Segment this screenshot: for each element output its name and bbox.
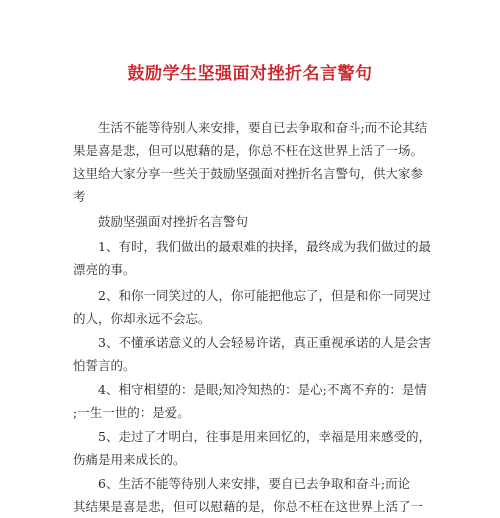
- quote-line: 伤痛是用来成长的。: [73, 452, 186, 467]
- quote-item-6: [73, 472, 435, 518]
- quote-line: 的人，你却永远不会忘。: [73, 311, 211, 326]
- quote-item-2: [73, 284, 435, 330]
- quote-line: ;一生一世的：是爱。: [73, 405, 190, 420]
- intro-line: 生活不能等待别人来安排，要自已去争取和奋斗;而不论其结: [98, 120, 428, 135]
- section-subtitle: [73, 210, 435, 233]
- quote-item-4: [73, 378, 435, 424]
- quote-line: 1、有时，我们做出的最艰难的抉择，最终成为我们做过的最: [98, 239, 431, 254]
- quote-line: 怕誓言的。: [73, 358, 136, 373]
- intro-paragraph: [73, 116, 435, 208]
- quote-line: 4、相守相望的：是眼;知冷知热的：是心;不离不弃的：是情: [98, 382, 427, 397]
- intro-line: 考: [73, 189, 86, 204]
- quote-line: 5、走过了才明白，往事是用来回忆的，幸福是用来感受的，: [98, 429, 431, 444]
- quote-item-3: [73, 331, 435, 377]
- intro-line: 果是喜是悲，但可以慰藉的是，你总不枉在这世界上活了一场。: [73, 143, 424, 158]
- quote-line: 其结果是喜是悲，但可以慰藉的是，你总不枉在这世界上活了一: [73, 499, 424, 514]
- quote-item-5: [73, 425, 435, 471]
- intro-line: 这里给大家分享一些关于鼓励坚强面对挫折名言警句，供大家参: [73, 166, 424, 181]
- quote-line: 3、不懂承诺意义的人会轻易许诺，真正重视承诺的人是会害: [98, 335, 431, 350]
- quote-item-1: [73, 235, 435, 281]
- quote-line: 漂亮的事。: [73, 262, 136, 277]
- quote-line: 6、生活不能等待别人来安排，要自已去争取和奋斗;而论: [98, 476, 411, 491]
- subtitle-line: 鼓励坚强面对挫折名言警句: [98, 214, 249, 229]
- page-title: 鼓励学生坚强面对挫折名言警句: [127, 64, 373, 84]
- quote-line: 2、和你一同笑过的人，你可能把他忘了，但是和你一同哭过: [98, 288, 431, 303]
